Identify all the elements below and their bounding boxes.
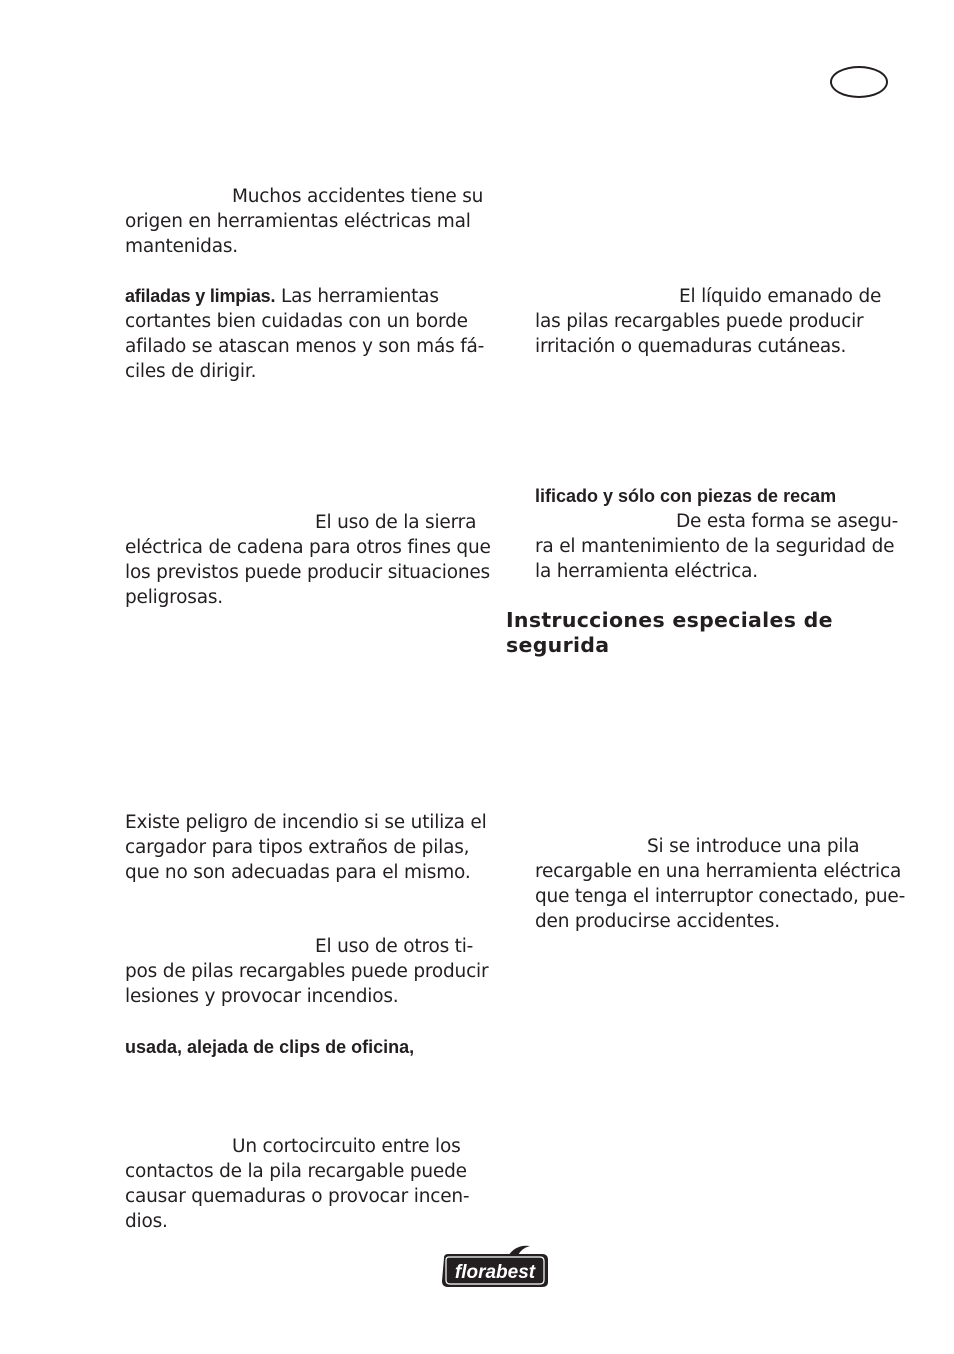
left-bold-line: usada, alejada de clips de oficina, bbox=[125, 1037, 415, 1057]
text-line: eléctrica de cadena para otros fines que bbox=[125, 537, 491, 558]
language-badge bbox=[830, 66, 888, 98]
florabest-logo bbox=[438, 1244, 552, 1290]
text-line: los previstos puede producir situaciones bbox=[125, 562, 490, 583]
text-line: contactos de la pila recargable puede bbox=[125, 1161, 467, 1182]
text-line: ra el mantenimiento de la seguridad de bbox=[535, 536, 895, 557]
section-heading bbox=[506, 608, 833, 658]
text-line: causar quemaduras o provocar incen- bbox=[125, 1186, 470, 1207]
text-line: las pilas recargables puede producir bbox=[535, 311, 864, 332]
right-paragraph-2 bbox=[535, 509, 898, 584]
text-line: mantenidas. bbox=[125, 236, 238, 257]
text-line: cortantes bien cuidadas con un borde bbox=[125, 311, 468, 332]
bold-lead-in: afiladas y limpias. bbox=[125, 286, 276, 306]
text-line: Si se introduce una pila bbox=[647, 836, 860, 857]
text-line: recargable en una herramienta eléctrica bbox=[535, 861, 902, 882]
left-paragraph-2 bbox=[125, 284, 484, 384]
text-line: De esta forma se asegu- bbox=[676, 511, 899, 532]
text-line: que no son adecuadas para el mismo. bbox=[125, 862, 471, 883]
text-line: que tenga el interruptor conectado, pue- bbox=[535, 886, 906, 907]
text-line: pos de pilas recargables puede producir bbox=[125, 961, 489, 982]
left-paragraph-3 bbox=[125, 510, 491, 610]
logo-text: florabest bbox=[454, 1262, 536, 1283]
right-paragraph-1 bbox=[535, 284, 881, 359]
text-line: El uso de otros ti- bbox=[315, 936, 474, 957]
text-line: Muchos accidentes tiene su bbox=[232, 186, 484, 207]
heading-line: Instrucciones especiales de bbox=[506, 608, 833, 632]
text-line: cargador para tipos extraños de pilas, bbox=[125, 837, 470, 858]
text-line: ciles de dirigir. bbox=[125, 361, 257, 382]
text-line: dios. bbox=[125, 1211, 168, 1232]
text-line: irritación o quemaduras cutáneas. bbox=[535, 336, 847, 357]
text-line: Existe peligro de incendio si se utiliza el bbox=[125, 812, 487, 833]
text-line: peligrosas. bbox=[125, 587, 223, 608]
text-line: Un cortocircuito entre los bbox=[232, 1136, 461, 1157]
text-line: El líquido emanado de bbox=[679, 286, 882, 307]
text-line: Las herramientas bbox=[275, 286, 439, 307]
text-line: afilado se atascan menos y son más fá- bbox=[125, 336, 485, 357]
text-line: origen en herramientas eléctricas mal bbox=[125, 211, 471, 232]
left-paragraph-1 bbox=[125, 184, 483, 259]
left-paragraph-7 bbox=[125, 1134, 469, 1234]
text-line: El uso de la sierra bbox=[315, 512, 477, 533]
left-paragraph-4 bbox=[125, 810, 487, 885]
text-line: la herramienta eléctrica. bbox=[535, 561, 758, 582]
text-line: den producirse accidentes. bbox=[535, 911, 780, 932]
left-paragraph-5 bbox=[125, 934, 488, 1009]
right-bold-line: lificado y sólo con piezas de recam bbox=[535, 486, 837, 506]
right-paragraph-3 bbox=[535, 834, 905, 934]
text-line: lesiones y provocar incendios. bbox=[125, 986, 399, 1007]
heading-line: segurida bbox=[506, 633, 610, 657]
